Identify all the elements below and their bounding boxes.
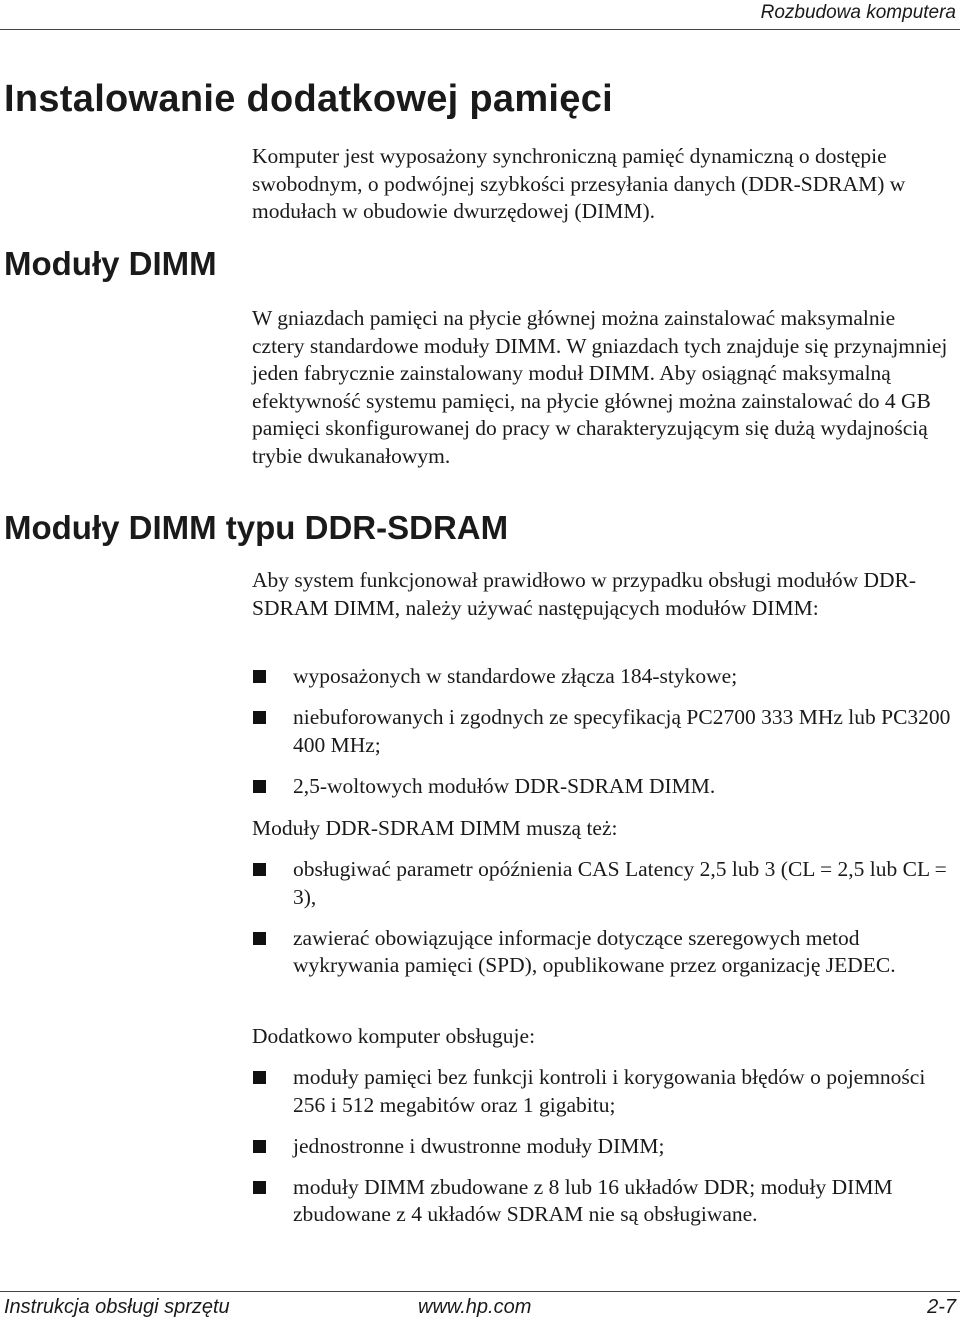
section-intro: Komputer jest wyposażony synchroniczną pamięć dynamiczną o dostępie swobodnym, o podwójnej szybkości przesyłania danych (DDR-SDRAM) w modułach w obudowie dwurzędowej (DIMM). bbox=[252, 144, 906, 223]
dimm-heading: Moduły DIMM bbox=[4, 245, 217, 282]
header-divider bbox=[0, 29, 960, 30]
list-item-text: jednostronne i dwustronne moduły DIMM; bbox=[293, 1133, 665, 1158]
list-item-text: moduły pamięci bez funkcji kontroli i korygowania błędów o pojemności 256 i 512 megabitów oraz 1 gigabitu; bbox=[293, 1065, 926, 1117]
page-number: 2-7 bbox=[927, 1296, 956, 1318]
list-item-text: obsługiwać parametr opóźnienia CAS Latency 2,5 lub 3 (CL = 2,5 lub CL = 3), bbox=[293, 857, 947, 909]
bullet-square-icon bbox=[253, 863, 266, 876]
list-item bbox=[252, 773, 952, 801]
extra-intro: Dodatkowo komputer obsługuje: bbox=[252, 1024, 536, 1048]
list-item-text: moduły DIMM zbudowane z 8 lub 16 układów DDR; moduły DIMM zbudowane z 4 układów SDRAM nie są obsługiwane. bbox=[293, 1174, 893, 1226]
bullet-square-icon bbox=[253, 1181, 266, 1194]
footer-manual-title: Instrukcja obsługi sprzętu bbox=[4, 1296, 230, 1318]
list-item bbox=[252, 1064, 952, 1119]
section-title: Instalowanie dodatkowej pamięci bbox=[4, 78, 614, 120]
list-item-text: niebuforowanych i zgodnych ze specyfikacją PC2700 333 MHz lub PC3200 400 MHz; bbox=[293, 705, 951, 757]
requirements-list bbox=[252, 663, 952, 814]
list-item bbox=[252, 1133, 952, 1161]
bullet-square-icon bbox=[253, 1140, 266, 1153]
supported-list bbox=[252, 1064, 952, 1242]
ddr-heading: Moduły DIMM typu DDR-SDRAM bbox=[4, 509, 509, 546]
list-item bbox=[252, 663, 952, 691]
footer-website: www.hp.com bbox=[418, 1296, 532, 1318]
list-item-text: zawierać obowiązujące informacje dotyczące szeregowych metod wykrywania pamięci (SPD), opublikowane przez organizację JEDEC. bbox=[293, 925, 896, 977]
running-header: Rozbudowa komputera bbox=[760, 2, 956, 23]
dimm-body: W gniazdach pamięci na płycie głównej można zainstalować maksymalnie cztery standardowe moduły DIMM. W gniazdach tych znajduje się przynajmniej jeden fabrycznie zainstalowany moduł DIMM. Aby osiągnąć maksymalną efektywność systemu pamięci, na płycie głównej można zainstalować do 4 GB pamięci skonfigurowanej do pracy w charakteryzującym się dużą wydajnością trybie dwukanałowym. bbox=[252, 306, 948, 468]
list-item-text: wyposażonych w standardowe złącza 184-stykowe; bbox=[293, 664, 738, 688]
bullet-square-icon bbox=[253, 1071, 266, 1084]
bullet-square-icon bbox=[253, 780, 266, 793]
list-item bbox=[252, 1174, 952, 1229]
bullet-square-icon bbox=[253, 711, 266, 724]
bullet-square-icon bbox=[253, 932, 266, 945]
must-list bbox=[252, 856, 952, 993]
list-item bbox=[252, 925, 952, 980]
list-item bbox=[252, 704, 952, 759]
footer-divider bbox=[0, 1291, 960, 1292]
must-intro: Moduły DDR-SDRAM DIMM muszą też: bbox=[252, 816, 618, 840]
list-item-text: 2,5-woltowych modułów DDR-SDRAM DIMM. bbox=[293, 773, 716, 798]
list-item bbox=[252, 856, 952, 911]
bullet-square-icon bbox=[253, 670, 266, 683]
ddr-intro: Aby system funkcjonował prawidłowo w przypadku obsługi modułów DDR-SDRAM DIMM, należy używać następujących modułów DIMM: bbox=[252, 568, 917, 620]
